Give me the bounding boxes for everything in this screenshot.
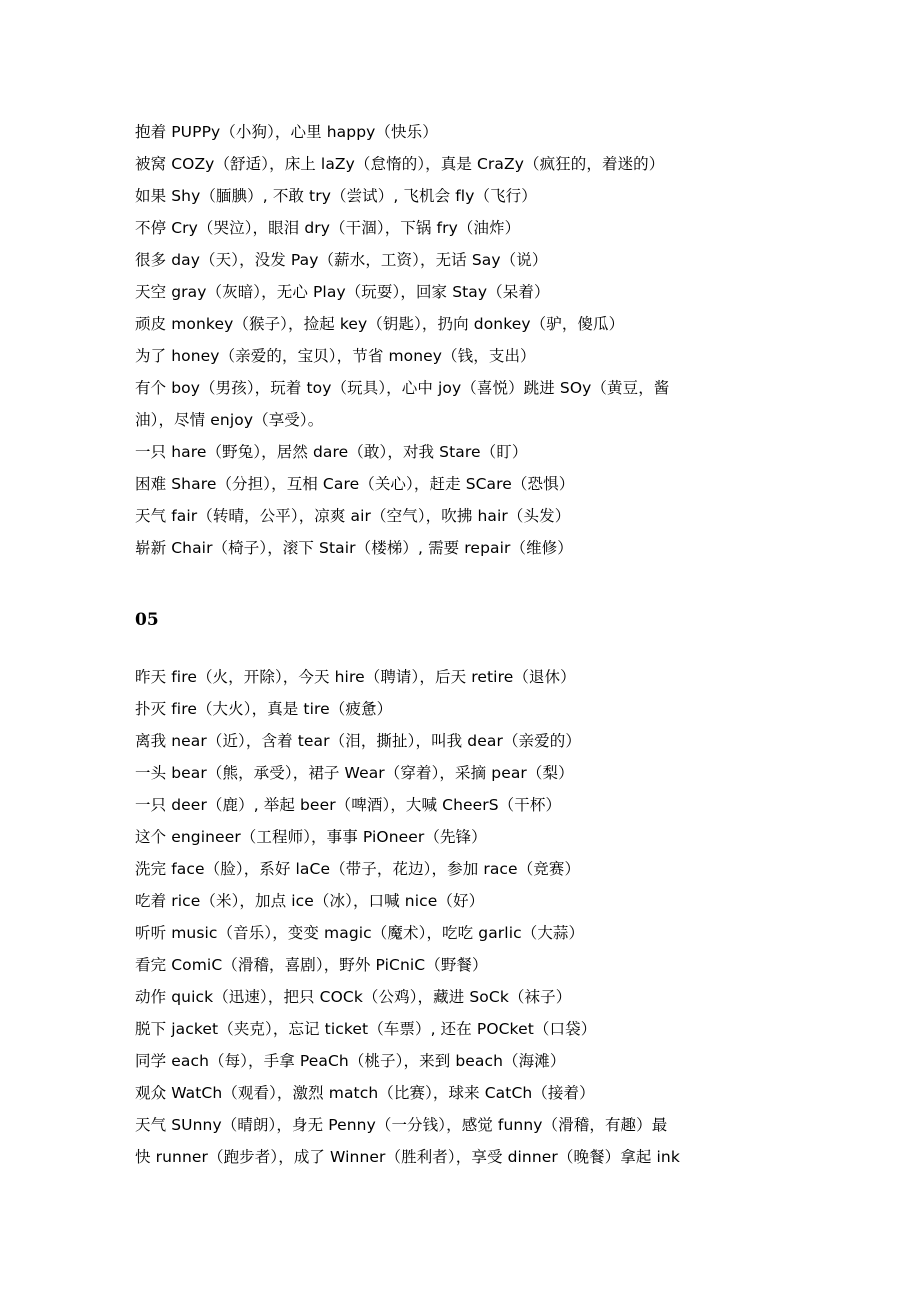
text-line: 一头 bear（熊，承受），裙子 Wear（穿着），采摘 pear（梨） xyxy=(135,764,574,782)
text-line: 有个 boy（男孩），玩着 toy（玩具），心中 joy（喜悦）跳进 SOy（黄豆，酱 xyxy=(135,379,670,397)
text-line: 快 runner（跑步者），成了 Winner（胜利者），享受 dinner（晚餐）拿起 ink xyxy=(135,1148,680,1166)
text-line: 洗完 face（脸），系好 laCe（带子，花边），参加 race（竞赛） xyxy=(135,860,581,878)
text-line: 油），尽情 enjoy（享受）。 xyxy=(135,411,324,429)
text-line: 不停 Cry（哭泣），眼泪 dry（干涸），下锅 fry（油炸） xyxy=(135,219,521,237)
text-line: 天气 fair（转晴，公平），凉爽 air（空气），吹拂 hair（头发） xyxy=(135,507,571,525)
text-line: 观众 WatCh（观看），激烈 match（比赛），球来 CatCh（接着） xyxy=(135,1084,595,1102)
text-line: 扑灭 fire（大火），真是 tire（疲惫） xyxy=(135,700,393,718)
section-heading: 05 xyxy=(135,610,159,630)
text-line: 很多 day（天），没发 Pay（薪水，工资），无话 Say（说） xyxy=(135,251,548,269)
text-line: 听听 music（音乐），变变 magic（魔术），吃吃 garlic（大蒜） xyxy=(135,924,585,942)
text-line: 一只 deer（鹿）, 举起 beer（啤酒），大喊 CheerS（干杯） xyxy=(135,796,562,814)
text-line: 顽皮 monkey（猴子），捡起 key（钥匙），扔向 donkey（驴，傻瓜） xyxy=(135,315,625,333)
text-line: 一只 hare（野兔），居然 dare（敢），对我 Stare（盯） xyxy=(135,443,528,461)
vocab-rhyme-list-a xyxy=(135,116,735,564)
text-line: 被窝 COZy（舒适），床上 laZy（怠惰的），真是 CraZy（疯狂的，着迷的） xyxy=(135,155,665,173)
text-line: 天空 gray（灰暗），无心 Play（玩耍），回家 Stay（呆着） xyxy=(135,283,550,301)
vocab-rhyme-list-b xyxy=(135,661,735,1173)
text-line: 动作 quick（迅速），把只 COCk（公鸡），藏进 SoCk（袜子） xyxy=(135,988,572,1006)
text-line: 同学 each（每），手拿 PeaCh（桃子），来到 beach（海滩） xyxy=(135,1052,566,1070)
text-line: 天气 SUnny（晴朗），身无 Penny（一分钱），感觉 funny（滑稽，有趣）最 xyxy=(135,1116,668,1134)
text-line: 昨天 fire（火，开除），今天 hire（聘请），后天 retire（退休） xyxy=(135,668,576,686)
text-line: 离我 near（近），含着 tear（泪，撕扯），叫我 dear（亲爱的） xyxy=(135,732,581,750)
text-line: 崭新 Chair（椅子），滚下 Stair（楼梯）, 需要 repair（维修） xyxy=(135,539,573,557)
text-line: 为了 honey（亲爱的，宝贝），节省 money（钱，支出） xyxy=(135,347,536,365)
text-line: 抱着 PUPPy（小狗），心里 happy（快乐） xyxy=(135,123,438,141)
text-line: 脱下 jacket（夹克），忘记 ticket（车票）, 还在 POCket（口袋） xyxy=(135,1020,597,1038)
text-line: 看完 ComiC（滑稽，喜剧），野外 PiCniC（野餐） xyxy=(135,956,488,974)
text-line: 困难 Share（分担），互相 Care（关心），赶走 SCare（恐惧） xyxy=(135,475,575,493)
text-line: 如果 Shy（腼腆）, 不敢 try（尝试）, 飞机会 fly（飞行） xyxy=(135,187,537,205)
text-line: 这个 engineer（工程师），事事 PiOneer（先锋） xyxy=(135,828,487,846)
text-line: 吃着 rice（米），加点 ice（冰），口喊 nice（好） xyxy=(135,892,485,910)
